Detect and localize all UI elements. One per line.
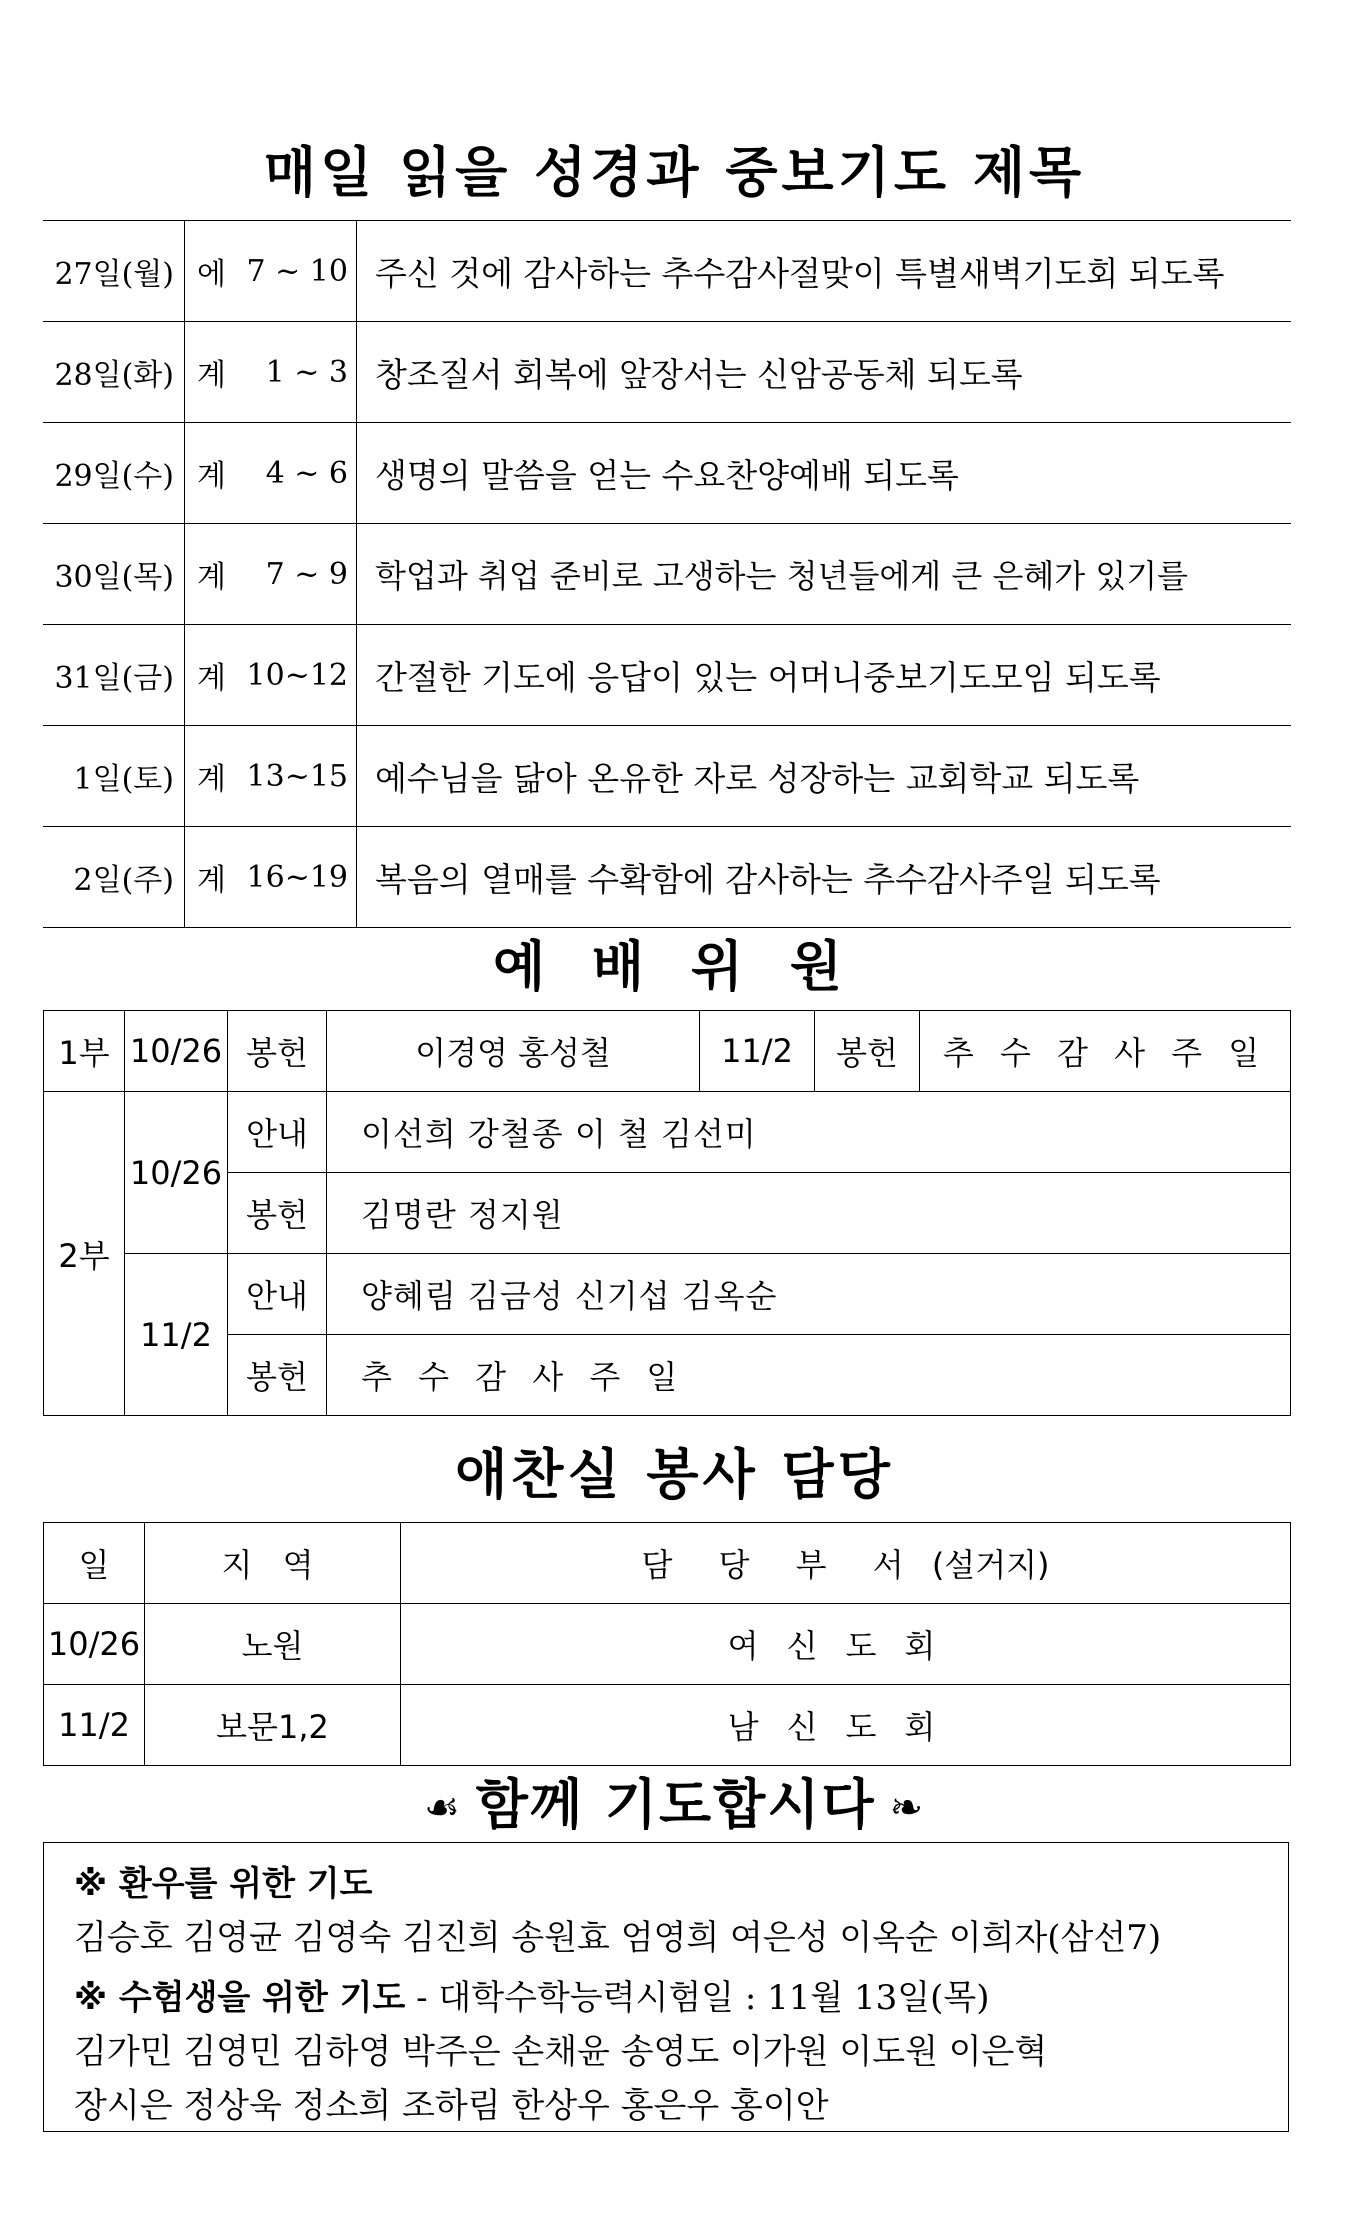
kitchen-header-dept-label: 담 당 부 서: [641, 1546, 922, 1584]
service-names: 김명란 정지원: [327, 1173, 1291, 1254]
reading-date: 1일(토): [43, 726, 185, 826]
worship-staff-table: [43, 1010, 1291, 1416]
second-service-row: [44, 1092, 1291, 1173]
reading-reference: [185, 827, 357, 927]
service-label: 2부: [44, 1092, 125, 1416]
reading-row: [43, 423, 1291, 524]
sick-prayer-heading: ※ 환우를 위한 기도: [74, 1864, 373, 1904]
kitchen-service-table: [43, 1522, 1291, 1766]
service-role: 봉헌: [228, 1173, 327, 1254]
kitchen-header-dept-note: (설거지): [931, 1546, 1050, 1584]
exam-prayer-heading: ※ 수험생을 위한 기도: [74, 1978, 406, 2018]
kitchen-dept: 여신도회: [401, 1604, 1291, 1685]
left-ornament-icon: ☙: [423, 1785, 462, 1832]
service-names: 이선희 강철종 이 철 김선미: [327, 1092, 1291, 1173]
exam-prayer-names: 장시은 정상욱 정소희 조하림 한상우 홍은우 홍이안: [74, 2086, 829, 2126]
service-role: 안내: [228, 1254, 327, 1335]
service-role: 봉헌: [228, 1011, 327, 1092]
second-service-row: [44, 1335, 1291, 1416]
reading-book: 계: [197, 358, 226, 393]
reading-chapters: 7 ~ 9: [265, 556, 348, 592]
service-names: 양혜림 김금성 신기섭 김옥순: [327, 1254, 1291, 1335]
reading-row: [43, 322, 1291, 423]
service-names: 추 수 감 사 주 일: [920, 1011, 1291, 1092]
sick-prayer-names: 김승호 김영균 김영숙 김진희 송원효 엄영희 여은성 이옥순 이희자(삼선7): [74, 1918, 1162, 1958]
reading-reference: [185, 423, 357, 523]
service-names: 추 수 감 사 주 일: [327, 1335, 1291, 1416]
kitchen-header-dept: [401, 1523, 1291, 1604]
reading-book: 계: [197, 762, 226, 797]
reading-schedule-table: [43, 220, 1291, 928]
reading-row: [43, 221, 1291, 322]
second-service-row: [44, 1173, 1291, 1254]
reading-book: 계: [197, 661, 226, 696]
reading-prayer: 학업과 취업 준비로 고생하는 청년들에게 큰 은혜가 있기를: [375, 557, 1189, 595]
reading-chapters: 13~15: [246, 758, 348, 794]
reading-prayer: 생명의 말씀을 얻는 수요찬양예배 되도록: [375, 455, 959, 495]
reading-chapters: 4 ~ 6: [265, 455, 348, 491]
reading-date: 2일(주): [43, 827, 185, 927]
reading-date: 28일(화): [43, 322, 185, 422]
kitchen-dept: 남신도회: [401, 1685, 1291, 1766]
kitchen-region: 노원: [145, 1604, 401, 1685]
reading-section-title: 매일 읽을 성경과 중보기도 제목: [263, 141, 1086, 204]
service-names: 이경영 홍성철: [327, 1011, 700, 1092]
service-role: 봉헌: [815, 1011, 920, 1092]
service-date: 11/2: [125, 1254, 228, 1416]
reading-chapters: 16~19: [246, 859, 348, 895]
kitchen-header-region: 지 역: [145, 1523, 401, 1604]
service-label: 1부: [44, 1011, 125, 1092]
kitchen-header-date: 일: [44, 1523, 145, 1604]
reading-prayer: 주신 것에 감사하는 추수감사절맞이 특별새벽기도회 되도록: [375, 253, 1225, 293]
prayer-box: [43, 1842, 1289, 2132]
reading-chapters: 1 ~ 3: [265, 354, 348, 390]
kitchen-row: [44, 1604, 1291, 1685]
first-service-row: [44, 1011, 1291, 1092]
reading-prayer: 창조질서 회복에 앞장서는 신암공동체 되도록: [375, 354, 1023, 394]
reading-chapters: 10~12: [246, 657, 348, 693]
reading-prayer: 간절한 기도에 응답이 있는 어머니중보기도모임 되도록: [375, 657, 1161, 697]
reading-row: [43, 625, 1291, 726]
reading-reference: [185, 322, 357, 422]
reading-prayer: 예수님을 닮아 온유한 자로 성장하는 교회학교 되도록: [375, 758, 1140, 798]
reading-chapters: 7 ~ 10: [246, 253, 348, 289]
worship-section-title: 예 배 위 원: [492, 935, 857, 998]
kitchen-date: 10/26: [44, 1604, 145, 1685]
service-date: 10/26: [125, 1092, 228, 1254]
service-role: 봉헌: [228, 1335, 327, 1416]
service-date: 11/2: [700, 1011, 815, 1092]
kitchen-section-title: 애찬실 봉사 담당: [455, 1443, 894, 1506]
prayer-title-text: 함께 기도합시다: [475, 1773, 876, 1836]
exam-date-note: - 대학수학능력시험일 : 11월 13일(목): [405, 1978, 990, 2018]
kitchen-header-row: [44, 1523, 1291, 1604]
kitchen-row: [44, 1685, 1291, 1766]
reading-reference: [185, 221, 357, 321]
reading-row: [43, 524, 1291, 625]
reading-row: [43, 726, 1291, 827]
service-role: 안내: [228, 1092, 327, 1173]
exam-prayer-names: 김가민 김영민 김하영 박주은 손채윤 송영도 이가원 이도원 이은혁: [74, 2032, 1048, 2072]
kitchen-region: 보문1,2: [145, 1685, 401, 1766]
second-service-row: [44, 1254, 1291, 1335]
reading-book: 에: [197, 257, 226, 292]
kitchen-date: 11/2: [44, 1685, 145, 1766]
reading-date: 30일(목): [43, 524, 185, 624]
reading-date: 27일(월): [43, 221, 185, 321]
reading-reference: [185, 625, 357, 725]
reading-date: 31일(금): [43, 625, 185, 725]
reading-book: 계: [197, 560, 226, 595]
prayer-section-title: [0, 1773, 1349, 1836]
reading-reference: [185, 524, 357, 624]
reading-prayer: 복음의 열매를 수확함에 감사하는 추수감사주일 되도록: [375, 859, 1161, 899]
reading-book: 계: [197, 459, 226, 494]
reading-date: 29일(수): [43, 423, 185, 523]
reading-row: [43, 827, 1291, 928]
service-date: 10/26: [125, 1011, 228, 1092]
right-ornament-icon: ❧: [889, 1785, 926, 1832]
reading-reference: [185, 726, 357, 826]
exam-prayer-heading-line: [74, 1971, 1288, 2025]
reading-book: 계: [197, 863, 226, 898]
